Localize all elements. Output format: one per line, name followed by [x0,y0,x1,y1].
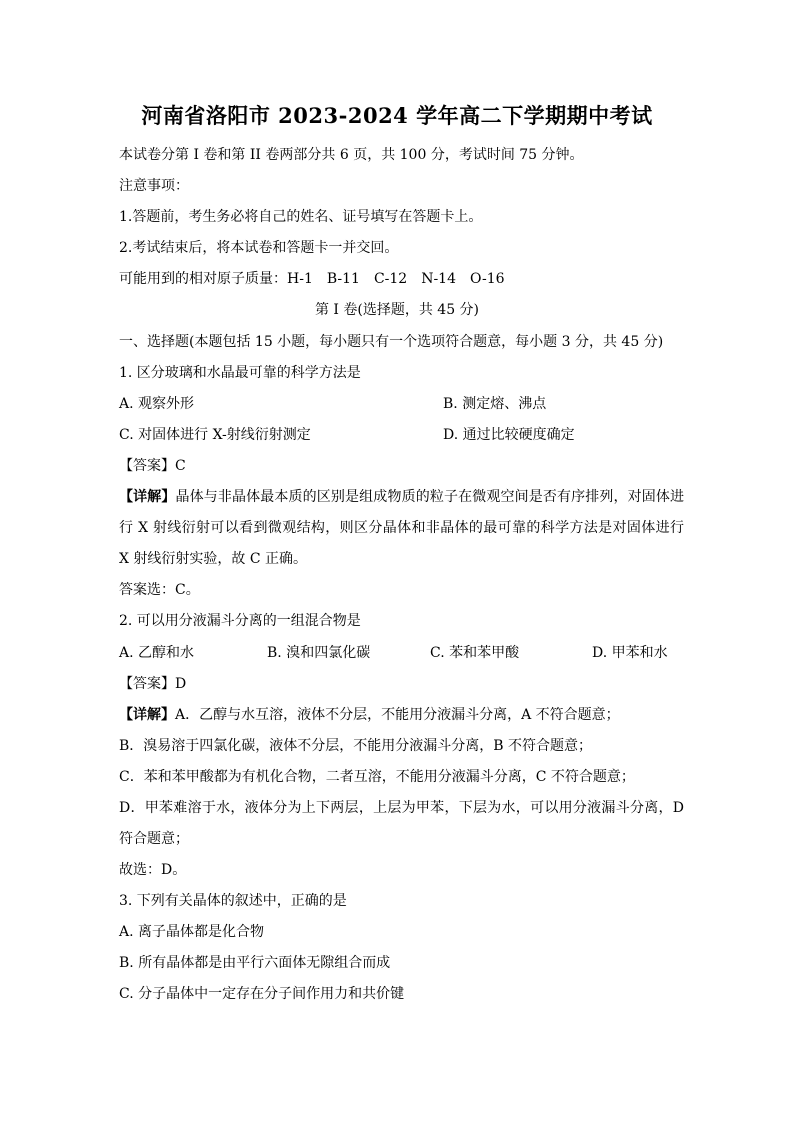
notice-item-2: 2.考试结束后，将本试卷和答题卡一并交回。 [119,240,399,256]
q1-option-d: D. 通过比较硬度确定 [443,427,575,443]
notice-item-1: 1.答题前，考生务必将自己的姓名、证号填写在答题卡上。 [119,209,483,225]
q3-stem: 3. 下列有关晶体的叙述中，正确的是 [119,893,347,909]
q2-conclusion: 故选：D。 [119,862,187,878]
q1-option-a: A. 观察外形 [119,396,195,412]
intro-text: 本试卷分第 I 卷和第 II 卷两部分共 6 页，共 100 分，考试时间 75 分钟。 [119,147,584,163]
notice-heading: 注意事项： [119,178,189,194]
q3-option-b: B. 所有晶体都是由平行六面体无隙组合而成 [119,955,391,971]
section1-heading: 一、选择题(本题包括 15 小题，每小题只有一个选项符合题意，每小题 3 分，共 45 分) [119,334,664,350]
q2-explanation-a [119,705,684,725]
q2-explanation-d: D．甲苯难溶于水，液体分为上下两层，上层为甲苯，下层为水，可以用分液漏斗分离，D 符合题意； [119,800,684,847]
q1-option-b: B. 测定熔、沸点 [443,396,547,412]
q1-conclusion: 答案选：C。 [119,582,200,598]
q1-option-c: C. 对固体进行 X-射线衍射测定 [119,427,311,443]
q2-stem: 2. 可以用分液漏斗分离的一组混合物是 [119,613,361,629]
q2-option-a: A. 乙醇和水 [119,645,195,661]
q3-option-a: A. 离子晶体都是化合物 [119,924,265,940]
q1-explanation [119,482,684,575]
q2-option-c: C. 苯和苯甲酸 [430,645,520,661]
q2-option-b: B. 溴和四氯化碳 [267,645,371,661]
q2-explanation-b: B．溴易溶于四氯化碳，液体不分层，不能用分液漏斗分离，B 不符合题意； [119,738,593,754]
q1-answer: 【答案】C [119,458,186,474]
part1-heading: 第 I 卷(选择题，共 45 分) [314,302,480,318]
atomic-mass-line: 可能用到的相对原子质量：H-1 B-11 C-12 N-14 O-16 [119,271,505,287]
q2-explain-label: 【详解】 [119,707,175,723]
q2-option-d: D. 甲苯和水 [592,645,668,661]
q2-explain-a-text: A．乙醇与水互溶，液体不分层，不能用分液漏斗分离，A 不符合题意； [175,707,620,723]
q2-answer: 【答案】D [119,676,187,692]
q2-explanation-c: C．苯和苯甲酸都为有机化合物，二者互溶，不能用分液漏斗分离，C 不符合题意； [119,769,635,785]
q1-explain-label: 【详解】 [119,489,176,505]
q1-explain-text: 晶体与非晶体最本质的区别是组成物质的粒子在微观空间是否有序排列，对固体进行 X 射线衍射可以看到微观结构，则区分晶体和非晶体的最可靠的科学方法是对固体进行 X 射线衍射实验，故 C 正确。 [119,489,685,567]
page-title: 河南省洛阳市 2023-2024 学年高二下学期期中考试 [141,103,653,128]
q3-option-c: C. 分子晶体中一定存在分子间作用力和共价键 [119,986,405,1002]
q1-stem: 1. 区分玻璃和水晶最可靠的科学方法是 [119,365,361,381]
